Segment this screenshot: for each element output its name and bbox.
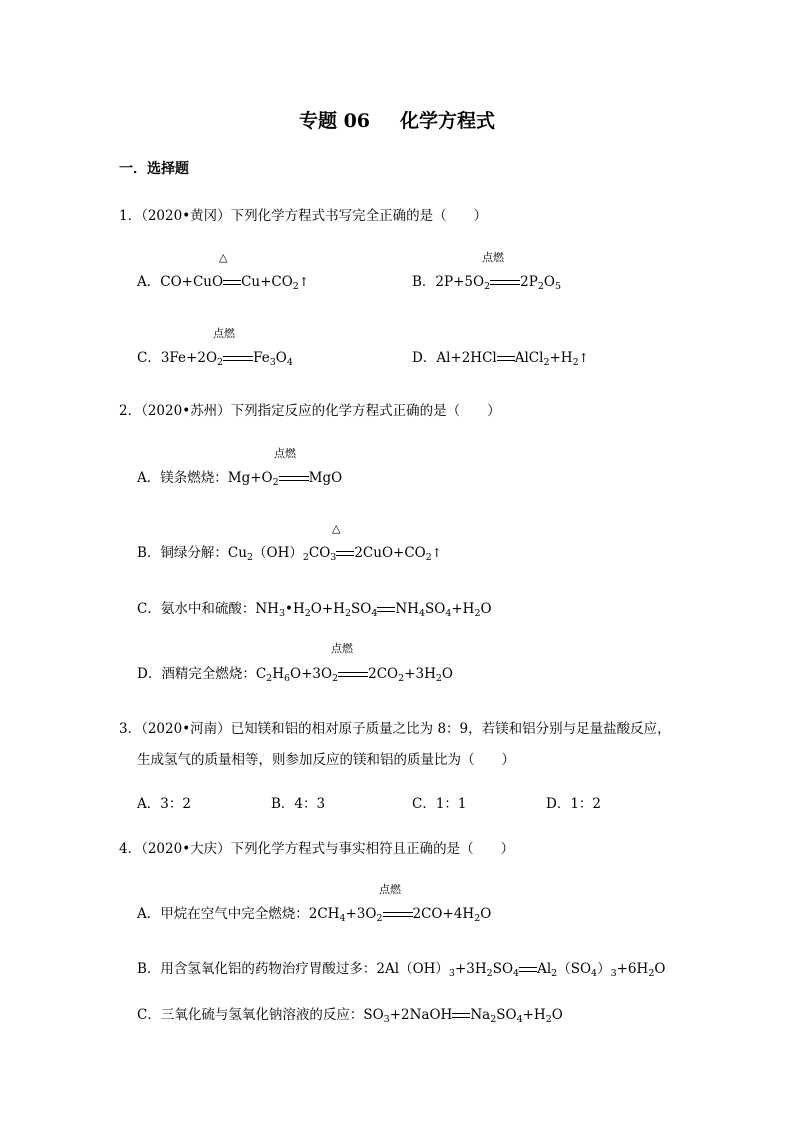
title-prefix: 专题 06 bbox=[298, 110, 371, 132]
q2b-condition: △ bbox=[332, 522, 341, 535]
q1-option-c[interactable]: C．$3Fe+2O_2$ $Fe_3O_4$ bbox=[137, 350, 293, 368]
q1-option-a[interactable]: A．CO+CuO $Cu+CO_2↑$ bbox=[137, 274, 309, 292]
q4-option-b[interactable]: B．用含氢氧化铝的药物治疗胃酸过多：$2Al(OH)_3+3H_2SO_4$ $Al_2(SO_4)_3+6H_2O$ bbox=[137, 961, 666, 979]
question-2-stem: 2．（2020•苏州）下列指定反应的化学方程式正确的是（ ） bbox=[119, 403, 501, 419]
question-3-stem: 3．（2020•河南）已知镁和铝的相对原子质量之比为 8：9，若镁和铝分别与足量盐酸反应， bbox=[119, 721, 671, 737]
q2-option-a[interactable]: A．镁条燃烧：$Mg+O_2$ MgO bbox=[137, 470, 343, 488]
q3-option-c[interactable]: C．1：1 bbox=[412, 796, 467, 812]
q1c-condition: 点燃 bbox=[213, 327, 235, 340]
q2a-condition: 点燃 bbox=[274, 447, 296, 460]
section-heading: 一．选择题 bbox=[119, 161, 189, 177]
page-title bbox=[0, 106, 794, 133]
q4-option-a[interactable]: A．甲烷在空气中完全燃烧：$2CH_4+3O_2$ $2CO+4H_2O$ bbox=[137, 906, 492, 924]
q2-option-c[interactable]: C．氨水中和硫酸：$NH_3•H_2O+H_2SO_4$ $NH_4SO_4+H_2O$ bbox=[137, 601, 492, 619]
q1b-condition: 点燃 bbox=[482, 251, 504, 264]
q3-option-b[interactable]: B．4：3 bbox=[271, 796, 326, 812]
q4a-condition: 点燃 bbox=[379, 883, 401, 896]
q1-option-b[interactable]: B．$2P+5O_2$ $2P_2O_5$ bbox=[412, 274, 561, 292]
q3-option-a[interactable]: A．3：2 bbox=[137, 796, 191, 812]
q1-option-d[interactable]: D．Al+2HCl $AlCl_2+H_2↑$ bbox=[412, 350, 589, 368]
title-main: 化学方程式 bbox=[400, 110, 496, 132]
q4-option-c[interactable]: C．三氧化硫与氢氧化钠溶液的反应：$SO_3+2NaOH$ $Na_2SO_4+H_2O$ bbox=[137, 1007, 563, 1025]
question-3-stem-cont: 生成氢气的质量相等，则参加反应的镁和铝的质量比为（ ） bbox=[137, 752, 515, 768]
q2-option-d[interactable]: D．酒精完全燃烧：$C_2H_6O+3O_2$ $2CO_2+3H_2O$ bbox=[137, 666, 453, 684]
question-4-stem: 4．（2020•大庆）下列化学方程式与事实相符且正确的是（ ） bbox=[119, 841, 515, 857]
question-1-stem: 1．（2020•黄冈）下列化学方程式书写完全正确的是（ ） bbox=[119, 208, 488, 224]
q1a-condition: △ bbox=[219, 251, 228, 264]
q3-option-d[interactable]: D．1：2 bbox=[546, 796, 602, 812]
q2d-condition: 点燃 bbox=[331, 642, 353, 655]
q2-option-b[interactable]: B．铜绿分解：$Cu_2(OH)_2CO_3$ $2CuO+CO_2↑$ bbox=[137, 545, 442, 563]
